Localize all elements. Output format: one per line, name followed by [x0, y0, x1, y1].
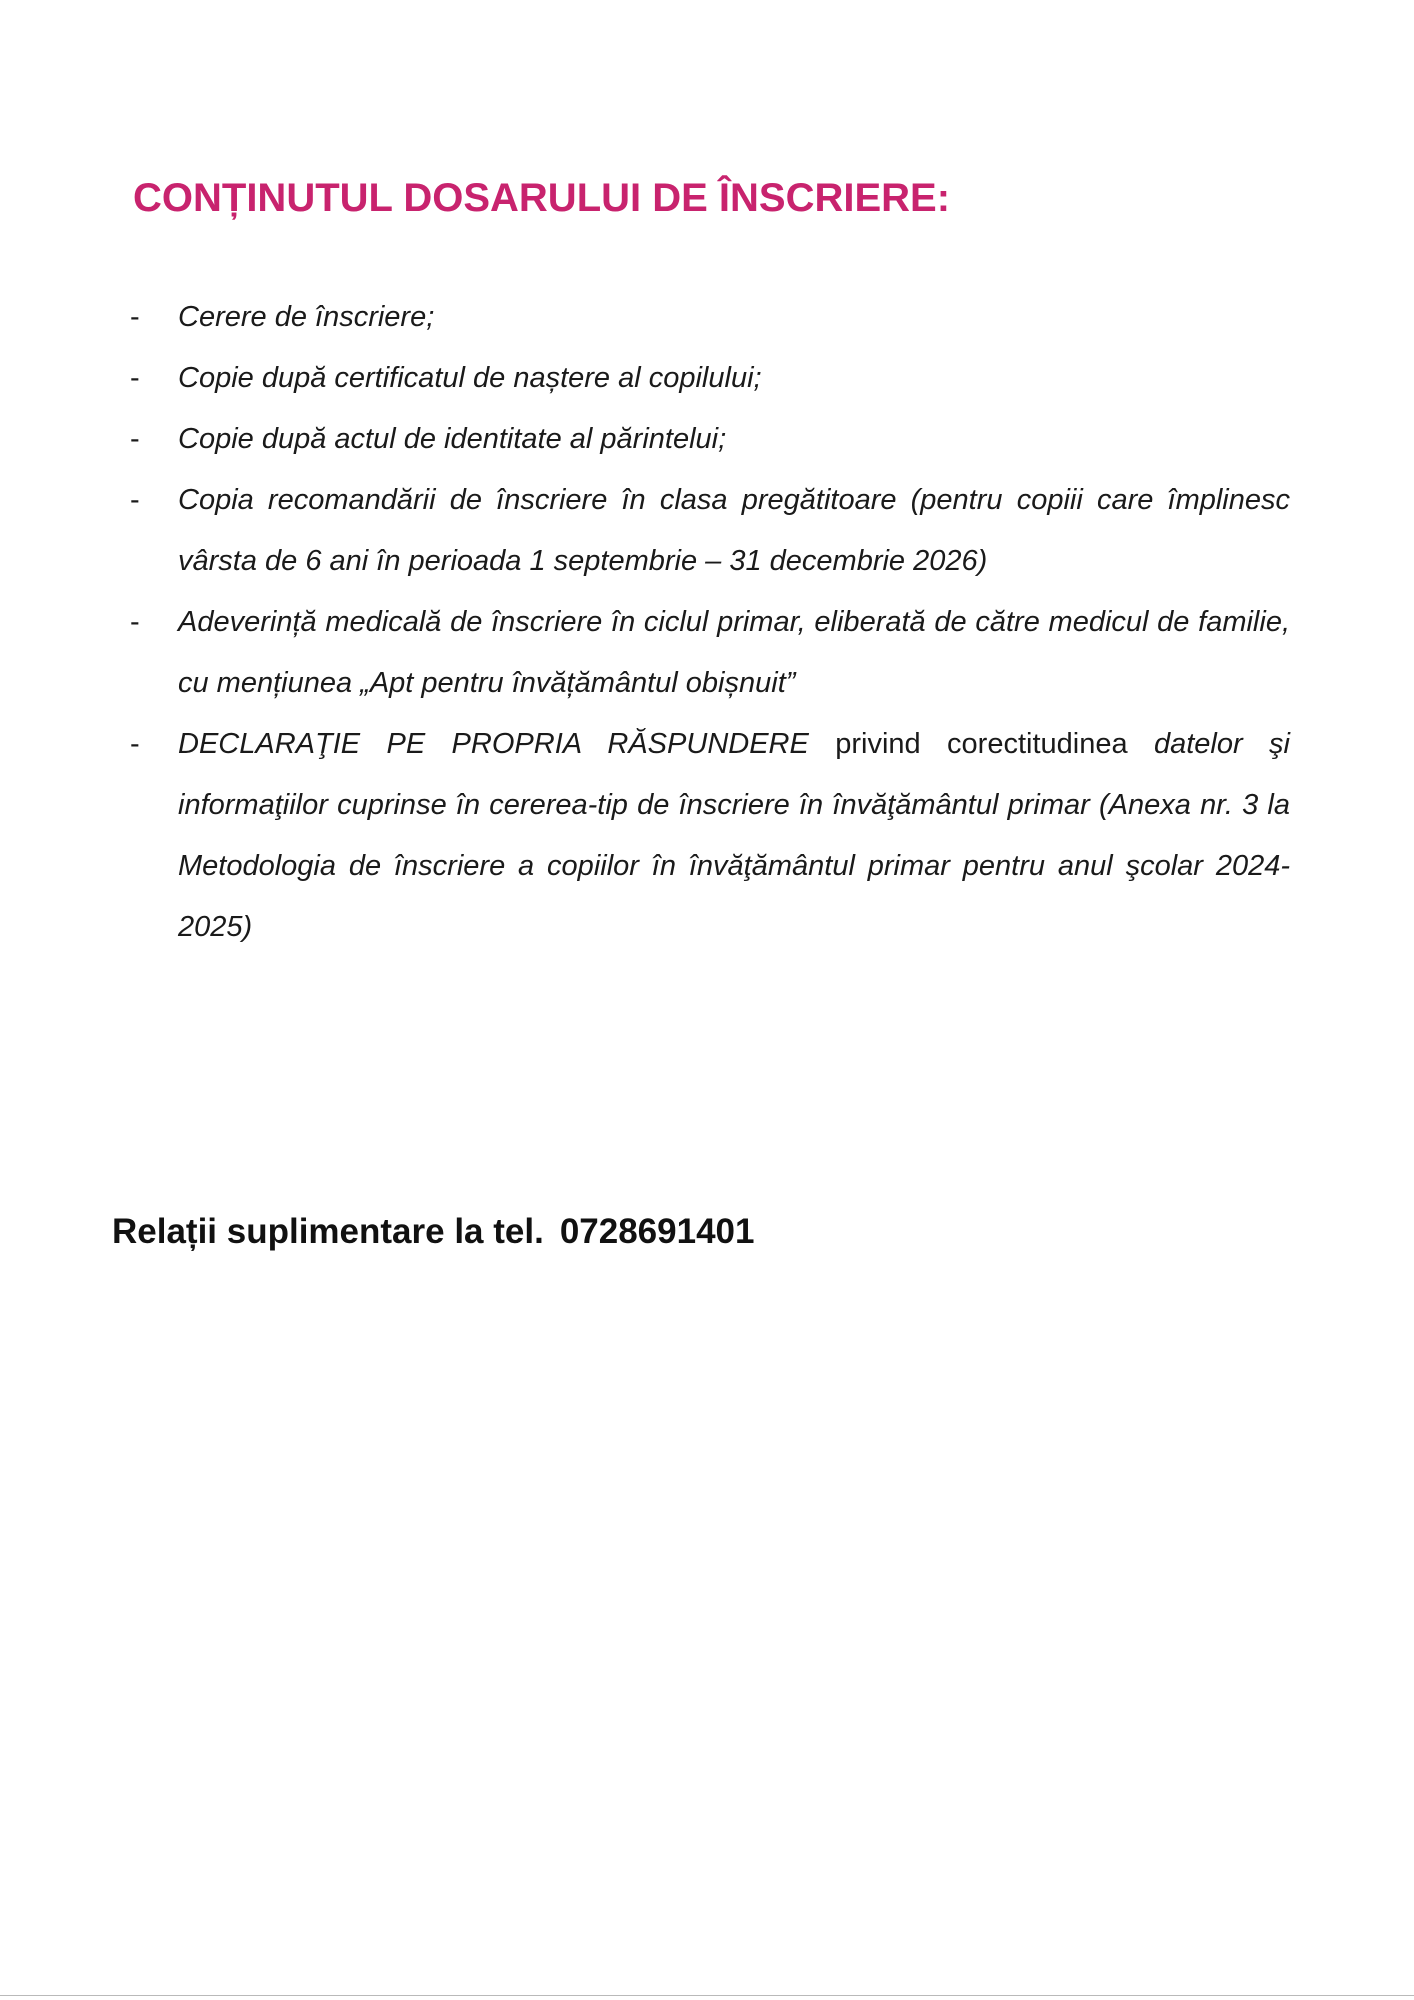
list-item [130, 287, 1290, 348]
contact-label: Relații suplimentare la tel. [112, 1212, 544, 1251]
page-title: CONȚINUTUL DOSARULUI DE ÎNSCRIERE: [133, 176, 951, 220]
list-bullet: - [130, 362, 140, 394]
list-bullet: - [130, 484, 140, 516]
list-item-text: Copie după certificatul de naștere al copilului; [178, 362, 762, 394]
list-item-text: Copie după actul de identitate al părintelui; [178, 423, 727, 455]
declaration-rest-text: datelor şi informaţiilor cuprinse în cererea-tip de înscriere în învăţământul primar (Anexa nr. 3 la Metodologia de înscriere a copiilor în învăţământul primar pentru anul şcolar 2024-2025) [178, 728, 1290, 943]
list-item [130, 409, 1290, 470]
list-item-text: Cerere de înscriere; [178, 301, 435, 333]
list-item [130, 470, 1290, 592]
list-item-declaration [130, 714, 1290, 958]
list-item-text [178, 714, 1290, 958]
declaration-plain-text: privind corectitudinea [835, 728, 1128, 760]
list-item [130, 348, 1290, 409]
list-bullet: - [130, 301, 140, 333]
list-item [130, 592, 1290, 714]
list-item-text: Copia recomandării de înscriere în clasa pregătitoare (pentru copiii care împlinesc vârsta de 6 ani în perioada 1 septembrie – 31 decembrie 2026) [178, 484, 1290, 577]
contact-line [112, 1212, 754, 1252]
contact-phone: 0728691401 [559, 1212, 755, 1251]
document-list [130, 287, 1290, 958]
scan-edge-line [0, 1995, 1414, 1996]
list-bullet: - [130, 728, 140, 760]
list-bullet: - [130, 606, 140, 638]
declaration-title: DECLARAŢIE PE PROPRIA RĂSPUNDERE [178, 728, 809, 760]
list-bullet: - [130, 423, 140, 455]
list-item-text: Adeverință medicală de înscriere în ciclul primar, eliberată de către medicul de familie, cu mențiunea „Apt pentru învățământul obișnuit” [178, 606, 1290, 699]
